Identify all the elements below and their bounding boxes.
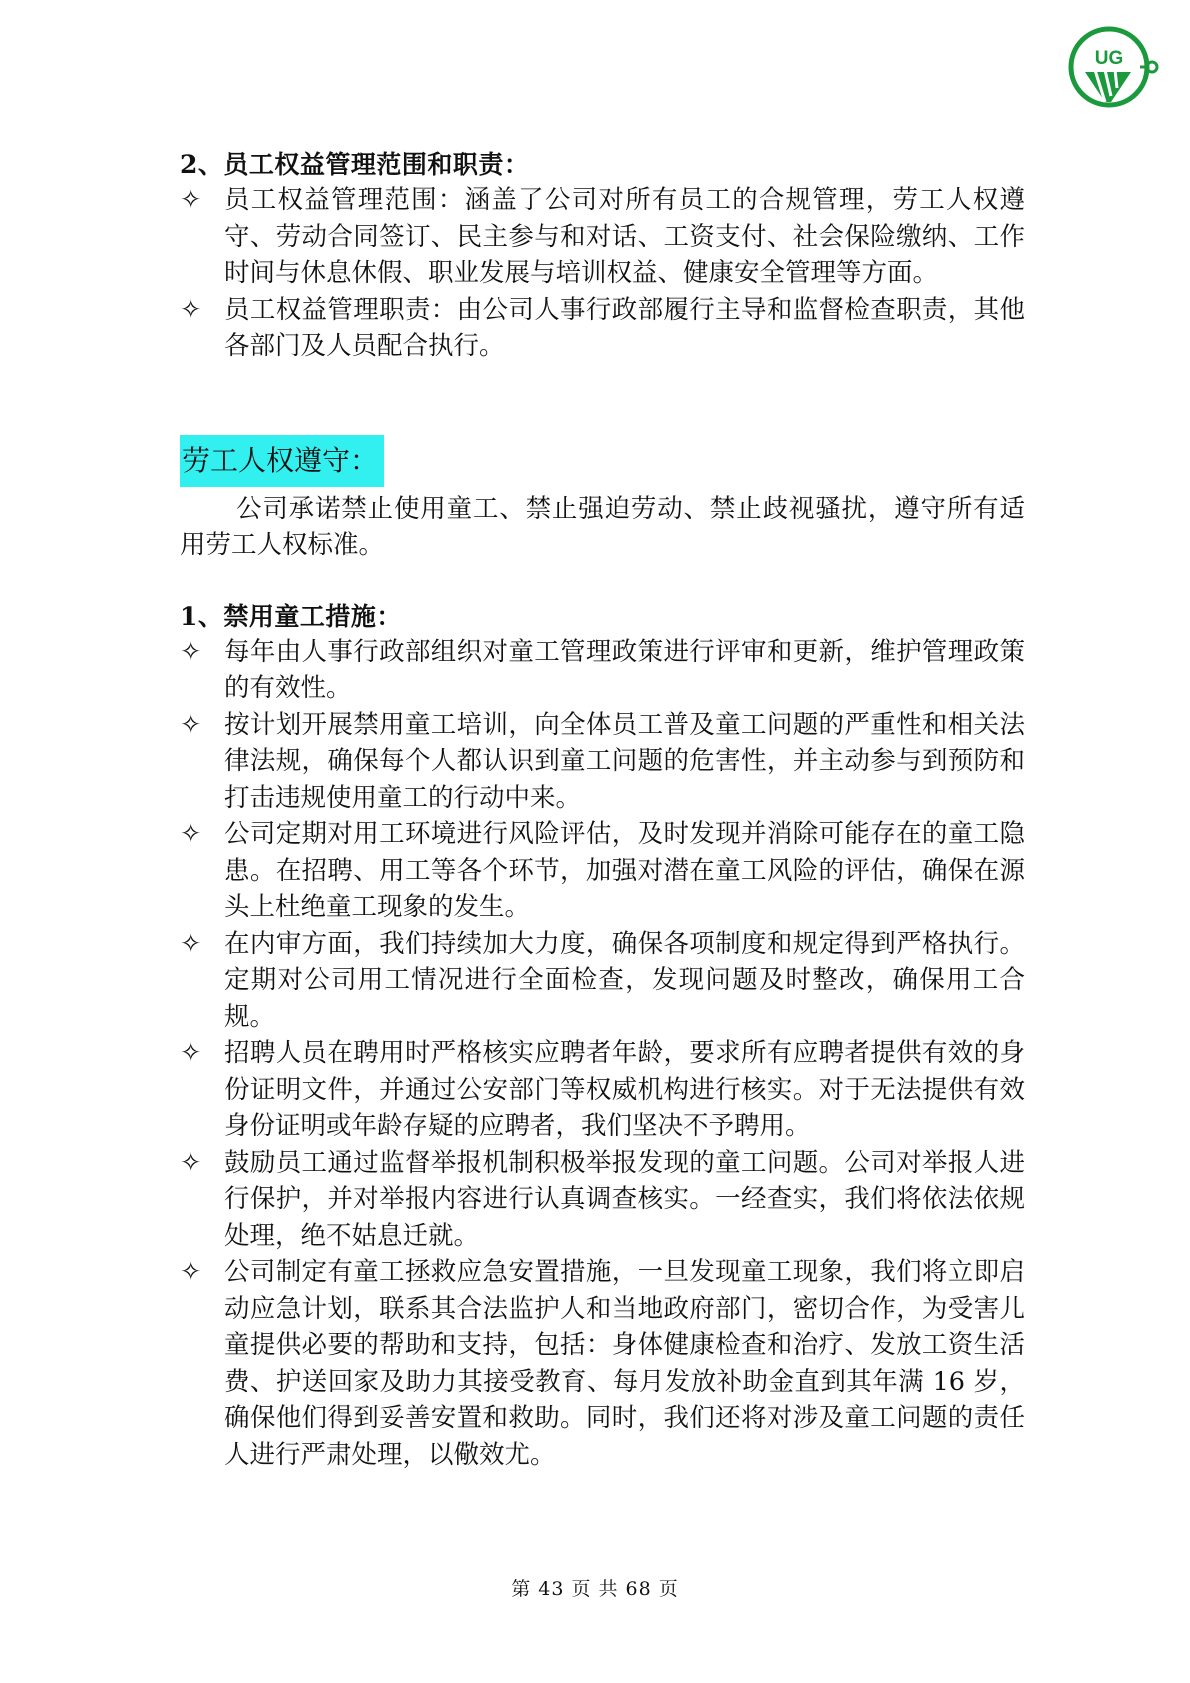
bullet-icon: ✧	[180, 1257, 202, 1287]
list-item: ✧ 招聘人员在聘用时严格核实应聘者年龄，要求所有应聘者提供有效的身份证明文件，并通过公安部门等权威机构进行核实。对于无法提供有效身份证明或年龄存疑的应聘者，我们坚决不予聘用。	[180, 1035, 1025, 1145]
bullet-icon: ✧	[180, 709, 202, 740]
list-item: ✧ 公司制定有童工拯救应急安置措施，一旦发现童工现象，我们将立即启动应急计划，联系其合法监护人和当地政府部门，密切合作，为受害儿童提供必要的帮助和支持，包括：身体健康检查和治疗、发放工资生活费、护送回家及助力其接受教育、每月发放补助金直到其年满 16 岁，确保他们得到妥善安置和救助。同时，我们还将对涉及童工问题的责任人进行严肃处理，以儆效尤。	[180, 1254, 1025, 1473]
bullet-icon: ✧	[180, 1038, 202, 1068]
list-item: ✧ 每年由人事行政部组织对童工管理政策进行评审和更新，维护管理政策的有效性。	[180, 634, 1025, 707]
bullet-icon: ✧	[180, 185, 202, 215]
list-item: ✧ 员工权益管理职责：由公司人事行政部履行主导和监督检查职责，其他各部门及人员配合执行。	[180, 292, 1025, 365]
section-heading-child-labor: 1、禁用童工措施：	[180, 601, 402, 631]
page-number-footer: 第 43 页 共 68 页	[511, 1578, 679, 1600]
bullet-icon: ✧	[180, 294, 202, 325]
list-item: ✧ 在内审方面，我们持续加大力度，确保各项制度和规定得到严格执行。定期对公司用工情况进行全面检查，发现问题及时整改，确保用工合规。	[180, 926, 1025, 1036]
labor-rights-intro: 公司承诺禁止使用童工、禁止强迫劳动、禁止歧视骚扰，遵守所有适用劳工人权标准。	[180, 493, 1025, 560]
list-item: ✧ 员工权益管理范围：涵盖了公司对所有员工的合规管理，劳工人权遵守、劳动合同签订、民主参与和对话、工资支付、社会保险缴纳、工作时间与休息休假、职业发展与培训权益、健康安全管理等方面。	[180, 182, 1025, 292]
bullet-icon: ✧	[180, 1147, 202, 1178]
child-labor-list	[180, 634, 1025, 1474]
logo-text: UG	[1094, 48, 1124, 69]
page-content	[180, 148, 1025, 1473]
bullet-icon: ✧	[180, 819, 202, 849]
rights-scope-list	[180, 182, 1025, 365]
list-item: ✧ 鼓励员工通过监督举报机制积极举报发现的童工问题。公司对举报人进行保护，并对举报内容进行认真调查核实。一经查实，我们将依法依规处理，绝不姑息迁就。	[180, 1145, 1025, 1255]
list-item: ✧ 公司定期对用工环境进行风险评估，及时发现并消除可能存在的童工隐患。在招聘、用工等各个环节，加强对潜在童工风险的评估，确保在源头上杜绝童工现象的发生。	[180, 816, 1025, 926]
bullet-icon: ✧	[180, 928, 202, 959]
section-title-labor-rights: 劳工人权遵守：	[180, 435, 384, 487]
logo-dot	[1147, 62, 1157, 72]
list-item: ✧ 按计划开展禁用童工培训，向全体员工普及童工问题的严重性和相关法律法规，确保每个人都认识到童工问题的危害性，并主动参与到预防和打击违规使用童工的行动中来。	[180, 707, 1025, 817]
company-logo	[1065, 22, 1161, 112]
bullet-icon: ✧	[180, 636, 202, 667]
section-heading-rights-scope: 2、员工权益管理范围和职责：	[180, 150, 530, 179]
